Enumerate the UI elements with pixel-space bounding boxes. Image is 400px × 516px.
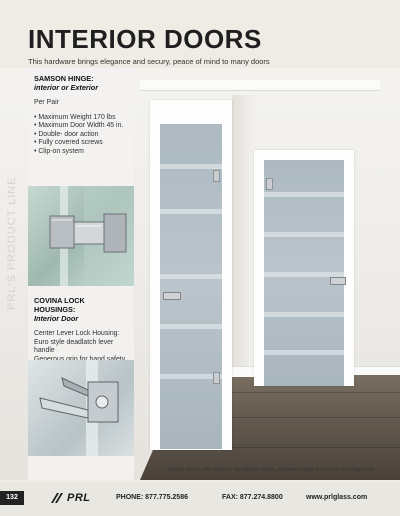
door-handle xyxy=(163,292,181,300)
photo-caption: Interior Dorrs with Custom Sandblast Glass, Samson Hinge & Covina Housing Lock xyxy=(167,467,374,473)
door-hinge xyxy=(213,372,220,384)
spec-item: • Maximum Door Width 45 in. xyxy=(34,122,124,130)
page-subtitle: This hardware brings elegance and secury, peace of mind to many doors xyxy=(28,57,270,66)
footer-phone: PHONE: 877.775.2586 xyxy=(116,494,188,501)
sandblast-stripe xyxy=(264,232,344,237)
panel-subtitle: Interior Door xyxy=(34,314,79,323)
panel-line: Per Pair xyxy=(34,99,59,106)
panel-line: Euro style deadlatch lever handle xyxy=(34,338,114,355)
sandblast-stripe xyxy=(264,350,344,355)
lock-product-photo xyxy=(28,360,134,456)
right-door-glass xyxy=(264,160,344,386)
sandblast-stripe xyxy=(160,274,222,279)
side-watermark-text: PRL'S PRODUCT LINE xyxy=(6,176,18,310)
door-hinge xyxy=(266,178,273,190)
spec-item: • Maximum Weight 170 lbs xyxy=(34,113,116,121)
panel-title: SAMSON HINGE: xyxy=(34,74,94,83)
baseboard xyxy=(354,366,400,375)
wall-corner xyxy=(232,95,254,395)
panel-subtitle: interior or Exterior xyxy=(34,83,99,92)
sandblast-stripe xyxy=(264,192,344,197)
spec-item: • Clip-on system xyxy=(34,147,84,155)
hinge-illustration xyxy=(28,186,134,286)
panel-title: COVINA LOCK HOUSINGS: xyxy=(34,296,85,314)
footer-website[interactable]: www.prlglass.com xyxy=(306,494,368,501)
door-handle xyxy=(330,277,346,285)
samson-hinge-panel xyxy=(28,68,134,163)
page-title: INTERIOR DOORS xyxy=(28,24,262,54)
sandblast-stripe xyxy=(264,312,344,317)
spec-list xyxy=(34,114,128,157)
product-info-column xyxy=(28,68,134,480)
sandblast-stripe xyxy=(160,324,222,329)
hinge-product-photo xyxy=(28,186,134,286)
baseboard xyxy=(232,366,254,377)
spec-item: • Fully covered screws xyxy=(34,139,103,147)
brand-name: PRL xyxy=(67,492,91,504)
ceiling-molding xyxy=(140,80,380,91)
footer-fax: FAX: 877.274.8800 xyxy=(222,494,283,501)
sandblast-stripe xyxy=(160,164,222,169)
sandblast-stripe xyxy=(160,209,222,214)
brand-logo xyxy=(50,490,91,506)
panel-line: Center Lever Lock Housing: xyxy=(34,330,120,337)
page-number: 132 xyxy=(0,491,24,505)
spec-item: • Double- door action xyxy=(34,130,99,138)
door-hinge xyxy=(213,170,220,182)
prl-logo-icon xyxy=(50,492,64,504)
lever-lock-illustration xyxy=(28,360,134,456)
page-footer xyxy=(0,482,400,516)
